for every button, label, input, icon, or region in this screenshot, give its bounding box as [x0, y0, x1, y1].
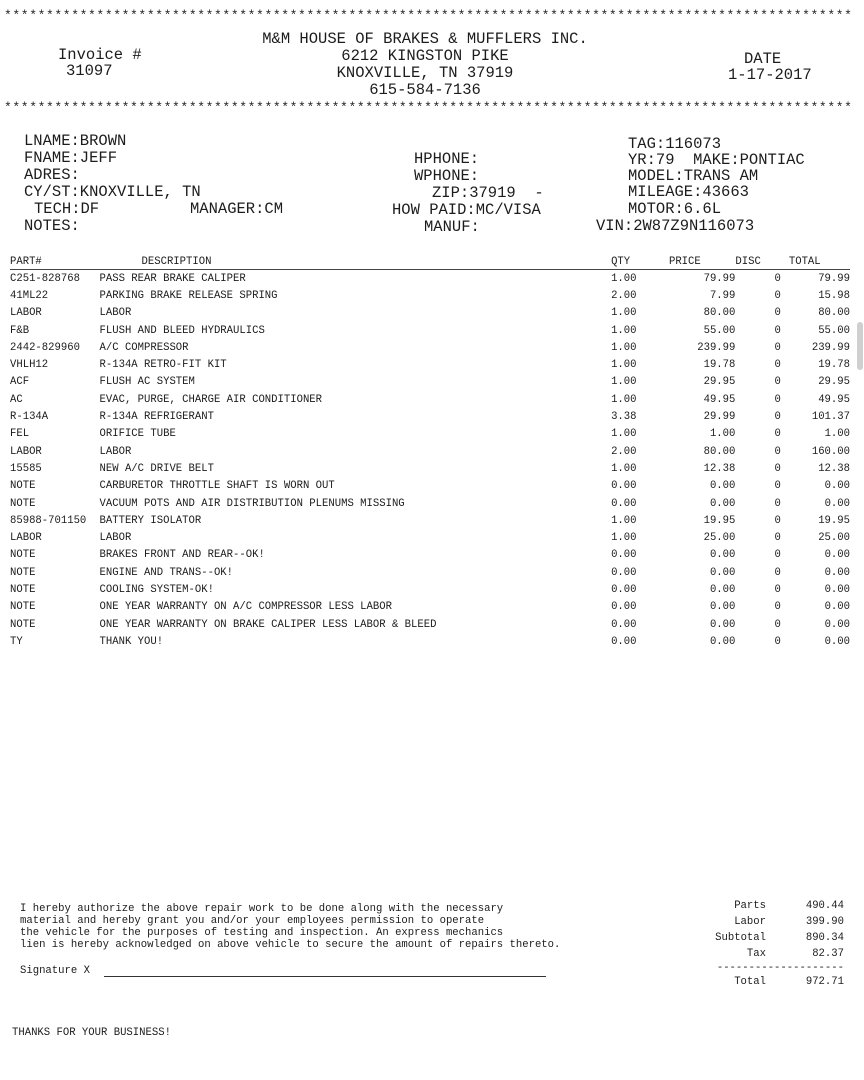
tax-row [690, 946, 844, 962]
cell-total: 55.00 [818, 324, 850, 337]
table-row [10, 374, 850, 391]
date-label: DATE [744, 50, 782, 68]
cell-part: ACF [10, 376, 30, 389]
cell-qty: 1.00 [611, 359, 637, 372]
cell-price: 19.95 [703, 514, 736, 527]
labor-value: 399.90 [805, 916, 844, 928]
col-disc: DISC [735, 255, 788, 270]
authorization-line-4: lien is hereby acknowledged on above vehicle to secure the amount of repairs thereto. [20, 939, 561, 951]
cell-part: 2442-829960 [10, 341, 80, 354]
table-row [10, 633, 850, 650]
company-name: M&M HOUSE OF BRAKES & MUFFLERS INC. [262, 30, 588, 48]
cell-total: 0.00 [824, 566, 850, 579]
cell-disc: 0 [774, 635, 781, 648]
cell-qty: 1.00 [611, 341, 637, 354]
cell-part: NOTE [10, 583, 36, 596]
cell-part: NOTE [10, 618, 36, 631]
table-row [10, 512, 850, 529]
cell-qty: 0.00 [611, 549, 637, 562]
cell-part: 85988-701150 [10, 514, 87, 527]
customer-address: ADRES: [24, 166, 80, 184]
cell-desc: NEW A/C DRIVE BELT [99, 462, 214, 475]
table-row [10, 305, 850, 322]
cell-price: 0.00 [709, 497, 736, 510]
table-row [10, 408, 850, 425]
cell-disc: 0 [774, 376, 781, 389]
totals-rule: -------------------- [716, 962, 844, 974]
cell-price: 79.99 [703, 272, 736, 285]
cell-part: TY [10, 635, 23, 648]
cell-part: FEL [10, 428, 30, 441]
cell-total: 0.00 [824, 601, 850, 614]
cell-price: 0.00 [709, 618, 736, 631]
subtotal-row [690, 930, 844, 946]
cell-desc: BRAKES FRONT AND REAR--OK! [99, 549, 265, 562]
subtotal-label: Subtotal [715, 932, 766, 944]
table-row [10, 426, 850, 443]
cell-part: NOTE [10, 480, 36, 493]
cell-total: 0.00 [824, 480, 850, 493]
tax-label: Tax [746, 948, 766, 960]
cell-disc: 0 [774, 393, 781, 406]
table-row [10, 339, 850, 356]
cell-total: 0.00 [824, 549, 850, 562]
line-items-table [10, 255, 850, 651]
company-address-2: KNOXVILLE, TN 37919 [336, 64, 514, 82]
table-row [10, 391, 850, 408]
cell-desc: ONE YEAR WARRANTY ON A/C COMPRESSOR LESS LABOR [99, 601, 392, 614]
cell-qty: 0.00 [611, 635, 637, 648]
cell-qty: 0.00 [611, 497, 637, 510]
thanks-message: THANKS FOR YOUR BUSINESS! [12, 1027, 171, 1039]
cell-disc: 0 [774, 566, 781, 579]
cell-qty: 2.00 [611, 289, 637, 302]
authorization-line-2: material and hereby grant you and/or your employees permission to operate [20, 915, 485, 927]
cell-desc: LABOR [99, 445, 132, 458]
cell-desc: PASS REAR BRAKE CALIPER [99, 272, 246, 285]
cell-part: LABOR [10, 307, 42, 320]
cell-total: 49.95 [818, 393, 850, 406]
cell-price: 0.00 [709, 480, 736, 493]
cell-disc: 0 [774, 272, 781, 285]
table-row [10, 356, 850, 373]
cell-disc: 0 [774, 549, 781, 562]
cell-part: R-134A [10, 411, 49, 424]
cell-price: 0.00 [709, 549, 736, 562]
cell-price: 7.99 [709, 289, 736, 302]
cell-qty: 0.00 [611, 601, 637, 614]
cell-disc: 0 [774, 428, 781, 441]
parts-value: 490.44 [805, 900, 844, 912]
table-row [10, 478, 850, 495]
table-row [10, 443, 850, 460]
cell-part: NOTE [10, 549, 36, 562]
vehicle-mileage: MILEAGE:43663 [628, 183, 749, 201]
cell-disc: 0 [774, 341, 781, 354]
cell-qty: 1.00 [611, 324, 637, 337]
cell-price: 55.00 [703, 324, 736, 337]
cell-desc: ENGINE AND TRANS--OK! [99, 566, 234, 579]
table-row [10, 581, 850, 598]
invoice-date: 1-17-2017 [728, 66, 812, 84]
cell-total: 0.00 [824, 497, 850, 510]
cell-total: 0.00 [824, 618, 850, 631]
parts-total-row [690, 898, 844, 914]
cell-desc: VACUUM POTS AND AIR DISTRIBUTION PLENUMS MISSING [99, 497, 405, 510]
cell-disc: 0 [774, 289, 781, 302]
zip: ZIP:37919 - [432, 184, 544, 202]
cell-total: 160.00 [811, 445, 850, 458]
cell-disc: 0 [774, 411, 781, 424]
invoice-label: Invoice # [58, 46, 142, 64]
cell-price: 49.95 [703, 393, 736, 406]
customer-lname: LNAME:BROWN [24, 132, 127, 150]
table-row [10, 322, 850, 339]
cell-qty: 1.00 [611, 428, 637, 441]
table-row [10, 547, 850, 564]
cell-price: 0.00 [709, 601, 736, 614]
cell-price: 29.99 [703, 411, 736, 424]
cell-desc: FLUSH AC SYSTEM [99, 376, 195, 389]
cell-price: 29.95 [703, 376, 736, 389]
cell-part: VHLH12 [10, 359, 49, 372]
labor-label: Labor [734, 916, 766, 928]
cell-disc: 0 [774, 532, 781, 545]
vehicle-model: MODEL:TRANS AM [628, 167, 759, 185]
cell-total: 29.95 [818, 376, 850, 389]
table-row [10, 599, 850, 616]
cell-total: 15.98 [818, 289, 850, 302]
cell-disc: 0 [774, 324, 781, 337]
cell-qty: 1.00 [611, 272, 637, 285]
cell-desc: COOLING SYSTEM-OK! [99, 583, 214, 596]
total-label: Total [734, 976, 766, 988]
cell-price: 0.00 [709, 583, 736, 596]
cell-disc: 0 [774, 462, 781, 475]
signature-label: Signature X [20, 965, 90, 977]
cell-desc: THANK YOU! [99, 635, 164, 648]
cell-qty: 0.00 [611, 618, 637, 631]
labor-total-row [690, 914, 844, 930]
cell-desc: EVAC, PURGE, CHARGE AIR CONDITIONER [99, 393, 323, 406]
cell-disc: 0 [774, 618, 781, 631]
cell-qty: 1.00 [611, 393, 637, 406]
cell-desc: CARBURETOR THROTTLE SHAFT IS WORN OUT [99, 480, 335, 493]
manager: MANAGER:CM [190, 200, 284, 218]
cell-price: 25.00 [703, 532, 736, 545]
cell-total: 19.78 [818, 359, 850, 372]
subtotal-value: 890.34 [805, 932, 844, 944]
invoice-number: 31097 [66, 62, 113, 80]
col-part: PART# [10, 255, 100, 270]
cell-total: 79.99 [818, 272, 850, 285]
customer-fname: FNAME:JEFF [24, 149, 118, 167]
cell-price: 80.00 [703, 445, 736, 458]
cell-part: 15585 [10, 462, 42, 475]
cell-total: 80.00 [818, 307, 850, 320]
cell-desc: PARKING BRAKE RELEASE SPRING [99, 289, 278, 302]
grand-total-row [690, 974, 844, 990]
cell-part: NOTE [10, 601, 36, 614]
cell-total: 25.00 [818, 532, 850, 545]
cell-price: 19.78 [703, 359, 736, 372]
cell-qty: 1.00 [611, 532, 637, 545]
cell-total: 12.38 [818, 462, 850, 475]
table-row [10, 270, 850, 288]
cell-total: 1.00 [824, 428, 850, 441]
cell-desc: A/C COMPRESSOR [99, 341, 189, 354]
header-star-rule: ***************************************************************************************************** [4, 100, 853, 115]
cell-qty: 0.00 [611, 566, 637, 579]
cell-total: 101.37 [811, 411, 850, 424]
table-header-row [10, 255, 850, 270]
cell-part: C251-828768 [10, 272, 80, 285]
notes-label: NOTES: [24, 217, 80, 235]
cell-price: 1.00 [709, 428, 736, 441]
cell-qty: 1.00 [611, 376, 637, 389]
cell-desc: R-134A REFRIGERANT [99, 411, 214, 424]
cell-price: 12.38 [703, 462, 736, 475]
cell-price: 80.00 [703, 307, 736, 320]
scrollbar-thumb[interactable] [857, 322, 863, 370]
cell-part: NOTE [10, 566, 36, 579]
how-paid: HOW PAID:MC/VISA [392, 201, 541, 219]
cell-price: 239.99 [697, 341, 736, 354]
customer-city-state: CY/ST:KNOXVILLE, TN [24, 183, 201, 201]
tech: TECH:DF [34, 200, 100, 218]
parts-label: Parts [734, 900, 766, 912]
authorization-line-1: I hereby authorize the above repair work to be done along with the necessary [20, 903, 504, 915]
total-value: 972.71 [805, 976, 844, 988]
cell-desc: LABOR [99, 307, 132, 320]
vehicle-year-make: YR:79 MAKE:PONTIAC [628, 151, 805, 169]
cell-total: 0.00 [824, 635, 850, 648]
col-description: DESCRIPTION [100, 255, 612, 270]
cell-disc: 0 [774, 359, 781, 372]
cell-qty: 0.00 [611, 583, 637, 596]
cell-price: 0.00 [709, 635, 736, 648]
cell-disc: 0 [774, 307, 781, 320]
vehicle-tag: TAG:116073 [628, 135, 722, 153]
cell-disc: 0 [774, 480, 781, 493]
cell-disc: 0 [774, 497, 781, 510]
cell-disc: 0 [774, 445, 781, 458]
cell-qty: 0.00 [611, 480, 637, 493]
vehicle-motor: MOTOR:6.6L [628, 200, 722, 218]
cell-total: 0.00 [824, 583, 850, 596]
cell-part: LABOR [10, 445, 42, 458]
tax-value: 82.37 [812, 948, 844, 960]
cell-disc: 0 [774, 583, 781, 596]
cell-total: 239.99 [811, 341, 850, 354]
work-phone: WPHONE: [414, 167, 480, 185]
cell-price: 0.00 [709, 566, 736, 579]
top-star-rule: ***************************************************************************************************** [4, 8, 853, 23]
cell-part: 41ML22 [10, 289, 49, 302]
authorization-line-3: the vehicle for the purposes of testing and inspection. An express mechanics [20, 927, 504, 939]
home-phone: HPHONE: [414, 150, 480, 168]
table-row [10, 460, 850, 477]
cell-qty: 3.38 [611, 411, 637, 424]
cell-part: LABOR [10, 532, 42, 545]
company-phone: 615-584-7136 [369, 81, 481, 99]
cell-desc: ONE YEAR WARRANTY ON BRAKE CALIPER LESS LABOR & BLEED [99, 618, 437, 631]
table-row [10, 529, 850, 546]
cell-part: NOTE [10, 497, 36, 510]
col-total: TOTAL [789, 255, 850, 270]
table-row [10, 564, 850, 581]
cell-desc: FLUSH AND BLEED HYDRAULICS [99, 324, 265, 337]
cell-desc: ORIFICE TUBE [99, 428, 176, 441]
table-row [10, 616, 850, 633]
cell-qty: 1.00 [611, 514, 637, 527]
cell-desc: LABOR [99, 532, 132, 545]
col-price: PRICE [669, 255, 735, 270]
table-row [10, 287, 850, 304]
signature-line [104, 976, 546, 977]
cell-qty: 2.00 [611, 445, 637, 458]
cell-qty: 1.00 [611, 307, 637, 320]
company-address-1: 6212 KINGSTON PIKE [341, 47, 509, 65]
cell-part: F&B [10, 324, 30, 337]
cell-desc: R-134A RETRO-FIT KIT [99, 359, 227, 372]
table-row [10, 495, 850, 512]
cell-part: AC [10, 393, 23, 406]
cell-disc: 0 [774, 601, 781, 614]
cell-total: 19.95 [818, 514, 850, 527]
cell-qty: 1.00 [611, 462, 637, 475]
cell-desc: BATTERY ISOLATOR [99, 514, 202, 527]
cell-disc: 0 [774, 514, 781, 527]
vehicle-vin: VIN:2W87Z9N116073 [596, 217, 755, 235]
manufacturer: MANUF: [424, 218, 480, 236]
col-qty: QTY [611, 255, 669, 270]
totals-block [690, 898, 844, 990]
